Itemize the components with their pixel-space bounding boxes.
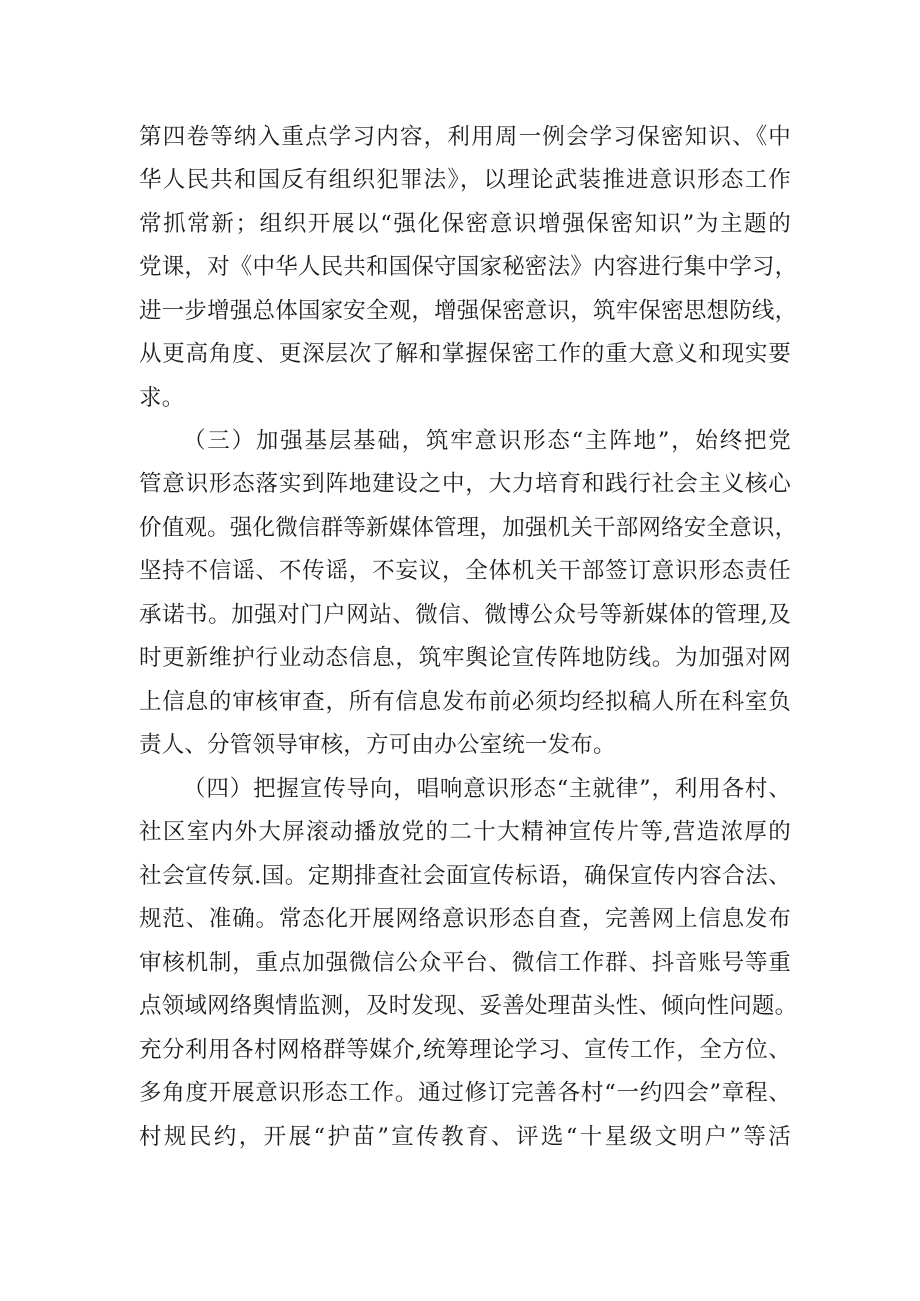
text-line: 华人民共和国反有组织犯罪法》，以理论武装推进意识形态工作 <box>139 167 791 193</box>
text-line: 村规民约，开展“护苗”宣传教育、评选“十星级文明户”等活 <box>139 1124 791 1150</box>
text-line: 常抓常新；组织开展以“强化保密意识增强保密知识”为主题的 <box>139 211 791 237</box>
text-line: 管意识形态落实到阵地建设之中，大力培育和践行社会主义核心 <box>139 471 791 497</box>
text-line: 社会宣传氛.国。定期排查社会面宣传标语，确保宣传内容合法、 <box>139 863 791 889</box>
text-line: 社区室内外大屏滚动播放党的二十大精神宣传片等,营造浓厚的 <box>139 819 791 845</box>
text-line: 党课，对《中华人民共和国保守国家秘密法》内容进行集中学习， <box>139 254 798 280</box>
text-line: 承诺书。加强对门户网站、微信、微博公众号等新媒体的管理,及 <box>139 602 791 628</box>
text-line: 责人、分管领导审核，方可由办公室统一发布。 <box>139 732 616 758</box>
text-line: 充分利用各村网格群等媒介,统筹理论学习、宣传工作，全方位、 <box>139 1037 791 1063</box>
text-line: 从更高角度、更深层次了解和掌握保密工作的重大意义和现实要 <box>139 341 791 367</box>
text-line: 进一步增强总体国家安全观，增强保密意识，筑牢保密思想防线， <box>139 298 798 324</box>
text-line: 第四卷等纳入重点学习内容，利用周一例会学习保密知识、《中 <box>139 124 791 150</box>
paragraph-heading-4: （四）把握宣传导向，唱响意识形态“主就律”，利用各村、 <box>183 776 791 802</box>
text-line: 点领域网络舆情监测，及时发现、妥善处理苗头性、倾向性问题。 <box>139 993 798 1019</box>
text-line: 价值观。强化微信群等新媒体管理，加强机关干部网络安全意识， <box>139 515 798 541</box>
text-line: 规范、准确。常态化开展网络意识形态自查，完善网上信息发布 <box>139 906 791 932</box>
text-line: 审核机制，重点加强微信公众平台、微信工作群、抖音账号等重 <box>139 950 791 976</box>
text-line: 上信息的审核审查，所有信息发布前必须均经拟稿人所在科室负 <box>139 689 791 715</box>
text-line: 坚持不信谣、不传谣，不妄议，全体机关干部签订意识形态责任 <box>139 558 791 584</box>
text-line: 时更新维护行业动态信息，筑牢舆论宣传阵地防线。为加强对网 <box>139 645 791 671</box>
text-line: 求。 <box>139 385 185 411</box>
paragraph-heading-3: （三）加强基层基础，筑牢意识形态“主阵地”，始终把党 <box>183 428 791 454</box>
text-line: 多角度开展意识形态工作。通过修订完善各村“一约四会”章程、 <box>139 1080 791 1106</box>
